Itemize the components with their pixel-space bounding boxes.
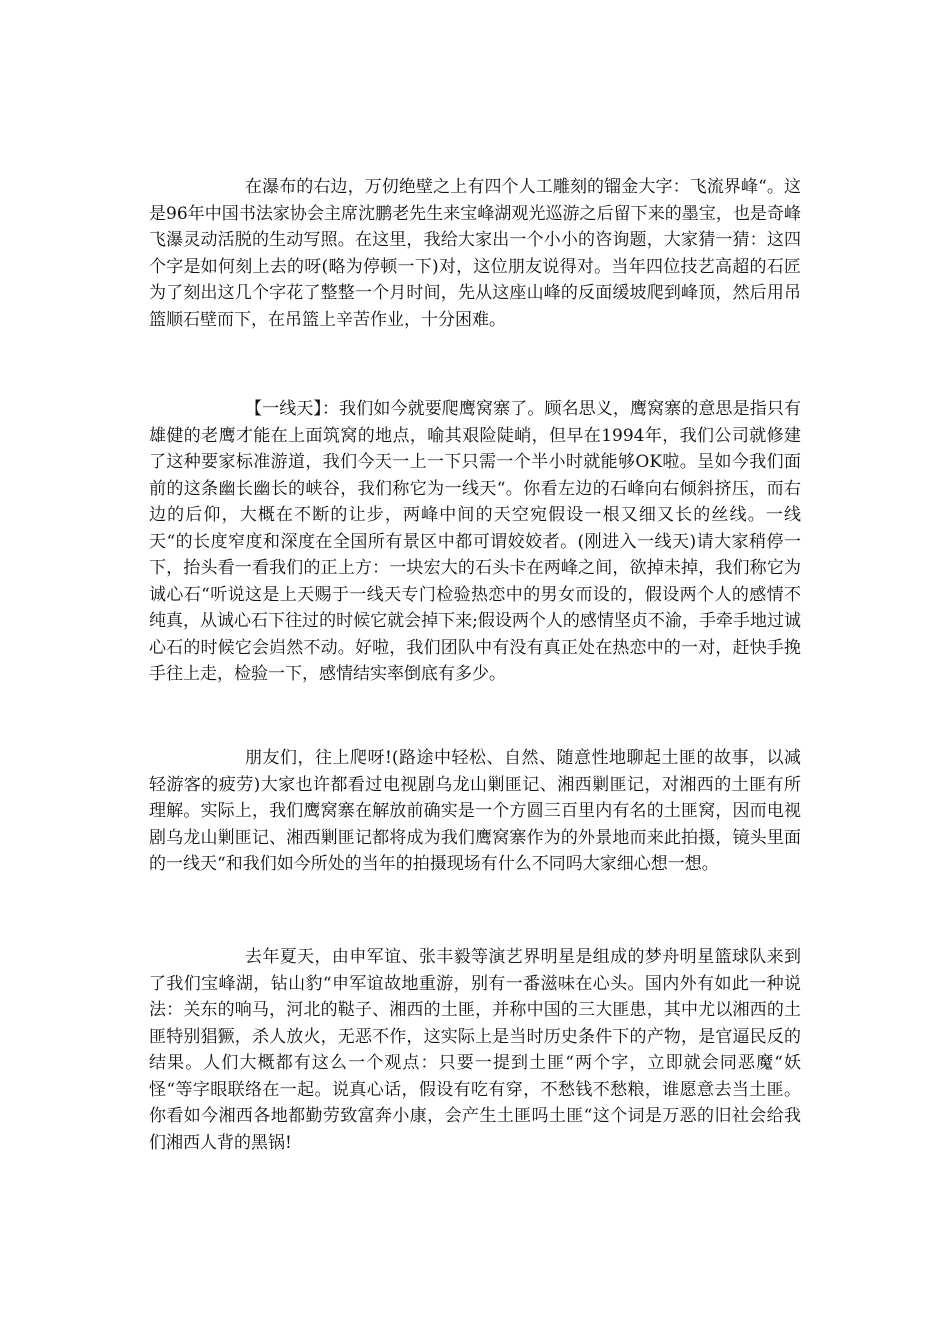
paragraph-yixiantian: 【一线天】：我们如今就要爬鹰窝寨了。顾名思义，鹰窝寨的意思是指只有雄健的老鹰才能在上面筑窝的地点，喻其艰险陡峭，但早在1994年，我们公司就修建了这种要家标准游道，我们今天一上一下只需一个半小时就能够OK啦。呈如今我们面前的这条幽长幽长的峡谷，我们称它为一线天“。你看左边的石峰向右倾斜挤压，而右边的后仰，大概在不断的让步，两峰中间的天空宛假设一根又细又长的丝线。一线天“的长度窄度和深度在全国所有景区中都可谓姣姣者。(刚进入一线天)请大家稍停一下，抬头看一看我们的正上方：一块宏大的石头卡在两峰之间，欲掉未掉，我们称它为诚心石“听说这是上天赐于一线天专门检验热恋中的男女而设的，假设两个人的感情不纯真，从诚心石下往过的时候它就会掉下来;假设两个人的感情坚贞不渝，手牵手地过诚心石的时候它会岿然不动。好啦，我们团队中有没有真正处在热恋中的一对，赶快手挽手往上走，检验一下，感情结实率倒底有多少。 bbox=[149, 399, 801, 684]
paragraph-last-summer: 去年夏天，由申军谊、张丰毅等演艺界明星是组成的梦舟明星篮球队来到了我们宝峰湖，钻山豹“申军谊故地重游，别有一番滋味在心头。国内外有如此一种说法：关东的响马，河北的鞑子、湘西的土匪，并称中国的三大匪患，其中尤以湘西的土匪特别猖獗，杀人放火，无恶不作，这实际上是当时历史条件下的产物，是官逼民反的结果。人们大概都有这么一个观点：只要一提到土匪“两个字，立即就会同恶魔“妖怪“等字眼联络在一起。说真心话，假设有吃有穿，不愁钱不愁粮，谁愿意去当土匪。你看如今湘西各地都勤劳致富奔小康，会产生土匪吗土匪“这个词是万恶的旧社会给我们湘西人背的黑锅! bbox=[149, 947, 801, 1153]
paragraph-waterfall-inscription: 在瀑布的右边，万仞绝壁之上有四个人工雕刻的镏金大字：飞流界峰“。这是96年中国书法家协会主席沈鹏老先生来宝峰湖观光巡游之后留下来的墨宝，也是奇峰飞瀑灵动活脱的生动写照。在这里，我给大家出一个小小的咨询题，大家猜一猜：这四个字是如何刻上去的呀(略为停顿一下)对，这位朋友说得对。当年四位技艺高超的石匠为了刻出这几个字花了整整一个月时间，先从这座山峰的反面缓坡爬到峰顶，然后用吊篮顺石壁而下，在吊篮上辛苦作业，十分困难。 bbox=[149, 177, 801, 330]
paragraph-bandit-story: 朋友们，往上爬呀!(路途中轻松、自然、随意性地聊起土匪的故事，以减轻游客的疲劳)大家也许都看过电视剧乌龙山剿匪记、湘西剿匪记，对湘西的土匪有所理解。实际上，我们鹰窝寨在解放前确实是一个方圆三百里内有名的土匪窝，因而电视剧乌龙山剿匪记、湘西剿匪记都将成为我们鹰窝寨作为的外景地而来此拍摄，镜头里面的一线天“和我们如今所处的当年的拍摄现场有什么不同吗大家细心想一想。 bbox=[149, 748, 801, 874]
